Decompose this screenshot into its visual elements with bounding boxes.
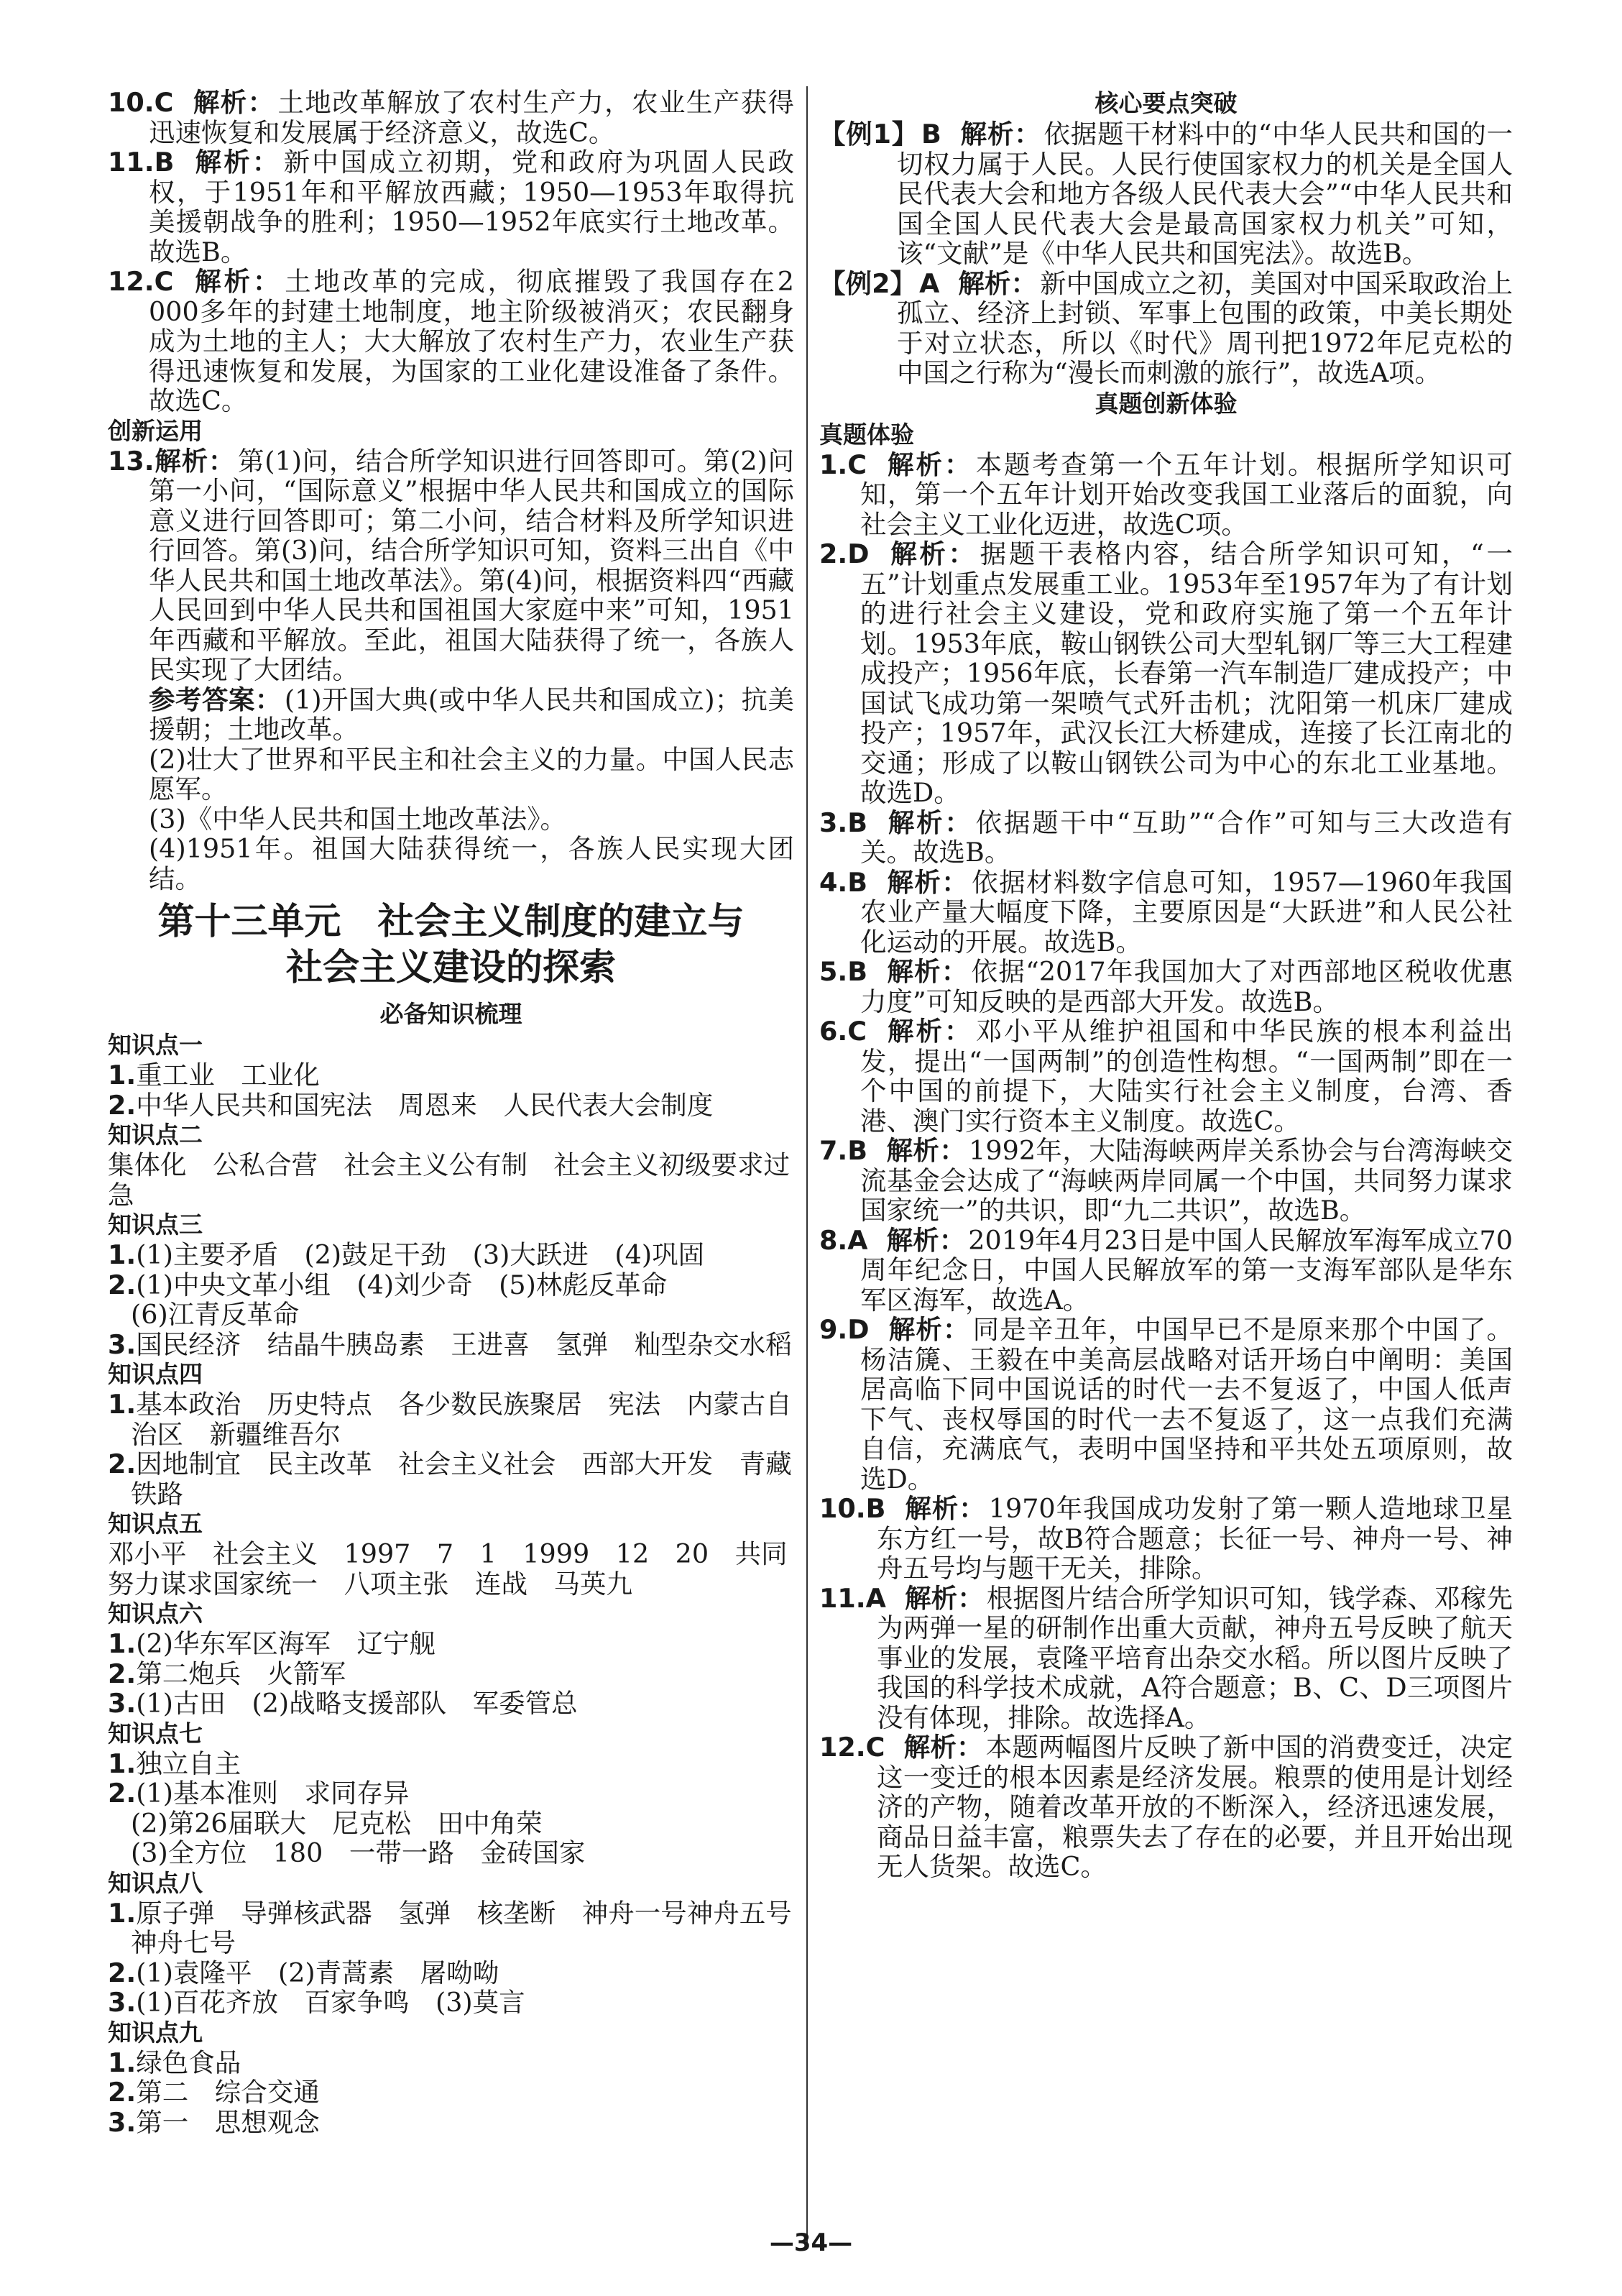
kp-line-number: 1. bbox=[108, 2047, 137, 2078]
exam-item bbox=[819, 539, 1513, 808]
analysis-label: 解析： bbox=[885, 1016, 973, 1047]
answer-letter: B bbox=[921, 119, 941, 150]
item-number: 11. bbox=[108, 147, 155, 178]
reference-text: (1)开国大典(或中华人民共和国成立)；抗美援朝；土地改革。 bbox=[149, 684, 795, 745]
exam-item bbox=[819, 957, 1513, 1016]
kp-line-number: 1. bbox=[108, 1239, 137, 1270]
analysis-label: 解析： bbox=[958, 267, 1038, 299]
answer-letter: C bbox=[865, 1732, 885, 1763]
unit-title-line-1: 第十三单元 社会主义制度的建立与 bbox=[157, 901, 745, 943]
kp-line-number: 1. bbox=[108, 1389, 137, 1420]
kp-line-text: (6)江青反革命 bbox=[131, 1299, 300, 1330]
answer-item-10 bbox=[108, 88, 794, 147]
item-number: 12. bbox=[819, 1732, 866, 1763]
exam-answer-list bbox=[819, 450, 1513, 1882]
kp-line-text: 中华人民共和国宪法 周恩来 人民代表大会制度 bbox=[136, 1089, 714, 1121]
kp-line-text: 因地制宜 民主改革 社会主义社会 西部大开发 青藏铁路 bbox=[131, 1448, 792, 1510]
analysis-text: 土地改革的完成，彻底摧毁了我国存在2 000多年的封建土地制度，地主阶级被消灭；农民翻身成为土地的主人；大大解放了农村生产力，农业生产获得迅速恢复和发展，为国家的工业化建设准备了条件。故选C。 bbox=[149, 266, 794, 416]
item-number: 2. bbox=[819, 538, 848, 569]
kp-line-number: 2. bbox=[108, 1448, 137, 1479]
kp-heading-4: 知识点四 bbox=[108, 1360, 203, 1388]
kp-line bbox=[108, 1270, 794, 1300]
left-column bbox=[108, 87, 819, 2138]
analysis-label: 解析： bbox=[192, 266, 282, 297]
kp-line-number: 1. bbox=[108, 1897, 137, 1929]
kp-line bbox=[108, 1778, 794, 1809]
kp-line bbox=[108, 1988, 794, 2018]
answer-letter: C bbox=[847, 449, 867, 480]
kp-line-text: 邓小平 社会主义 1997 7 1 1999 12 20 共同努力谋求国家统一 八项主张 连战 马英九 bbox=[108, 1538, 788, 1599]
answer-letter: C bbox=[154, 266, 174, 297]
analysis-label: 解析： bbox=[193, 147, 281, 178]
core-heading: 核心要点突破 bbox=[1095, 89, 1238, 117]
answer-letter: B bbox=[847, 807, 868, 838]
kp-line bbox=[108, 2108, 794, 2138]
item-number: 12. bbox=[108, 266, 155, 297]
kp-heading-9: 知识点九 bbox=[108, 2018, 203, 2047]
kp-line-text: 第二炮兵 火箭军 bbox=[136, 1658, 346, 1689]
answer-letter: A bbox=[919, 267, 940, 299]
answer-letter: D bbox=[847, 1314, 870, 1345]
kp-line-text: (2)第26届联大 尼克松 田中角荣 bbox=[131, 1807, 543, 1839]
reference-answer-4: (4)1951年。祖国大陆获得统一，各族人民实现大团结。 bbox=[149, 833, 794, 894]
analysis-text: 根据图片结合所学知识可知，钱学森、邓稼先为两弹一星的研制作出重大贡献，神舟五号反映了航天事业的发展，袁隆平培育出杂交水稻。所以图片反映了我国的科学技术成就，A符合题意；B、C、D三项图片没有体现，排除。故选择A。 bbox=[877, 1582, 1513, 1733]
item-number: 5. bbox=[819, 956, 848, 987]
answer-letter: A bbox=[865, 1582, 886, 1614]
unit-title bbox=[108, 899, 794, 991]
kp-line-text: 集体化 公私合营 社会主义公有制 社会主义初级要求过急 bbox=[108, 1149, 790, 1211]
exam-item bbox=[819, 1732, 1513, 1882]
item-number: 1. bbox=[819, 449, 848, 480]
kp-line-number: 1. bbox=[108, 1628, 137, 1659]
kp-line-text: 国民经济 结晶牛胰岛素 王进喜 氢弹 籼型杂交水稻 bbox=[136, 1328, 792, 1360]
kp-line bbox=[108, 1390, 794, 1449]
analysis-text: 本题考查第一个五年计划。根据所学知识可知，第一个五年计划开始改变我国工业落后的面貌，向社会主义工业化迈进，故选C项。 bbox=[860, 449, 1513, 540]
real-exam-heading: 真题创新体验 bbox=[1095, 389, 1238, 418]
exam-item bbox=[819, 1584, 1513, 1733]
kp-line-text: (3)全方位 180 一带一路 金砖国家 bbox=[131, 1837, 586, 1868]
reference-answer-1 bbox=[108, 685, 794, 745]
kp-heading-5: 知识点五 bbox=[108, 1510, 203, 1538]
item-number: 13. bbox=[108, 445, 155, 477]
kp-line-number: 3. bbox=[108, 1987, 137, 2018]
kp-line bbox=[108, 1958, 794, 1988]
kp-heading-2: 知识点二 bbox=[108, 1121, 203, 1149]
analysis-text: 邓小平从维护祖国和中华民族的根本利益出发，提出“一国两制”的创造性构想。“一国两制”即在一个中国的前提下，大陆实行社会主义制度，台湾、香港、澳门实行资本主义制度。故选C。 bbox=[860, 1016, 1513, 1136]
kp-line bbox=[108, 1659, 794, 1689]
example-label: 【例1】 bbox=[819, 119, 919, 150]
kp-line bbox=[108, 1330, 794, 1360]
analysis-text: 据题干表格内容，结合所学知识可知，“一五”计划重点发展重工业。1953年至1957年为了有计划的进行社会主义建设，党和政府实施了第一个五年计划。1953年底，鞍山钢铁公司大型轧钢厂等三大工程建成投产；1956年底，长春第一汽车制造厂建成投产；中国试飞成功第一架喷气式歼击机；沈阳第一机床厂建成投产；1957年，武汉长江大桥建成，连接了长江南北的交通；形成了以鞍山钢铁公司为中心的东北工业基地。故选D。 bbox=[860, 538, 1513, 808]
kp-line-number: 1. bbox=[108, 1748, 137, 1779]
analysis-label: 解析： bbox=[886, 956, 969, 987]
answer-letter: B bbox=[847, 956, 868, 987]
exam-item bbox=[819, 808, 1513, 868]
answer-letter: D bbox=[847, 538, 870, 569]
item-number: 11. bbox=[819, 1582, 866, 1614]
exam-item bbox=[819, 1494, 1513, 1584]
example-1 bbox=[819, 119, 1513, 269]
item-number: 9. bbox=[819, 1314, 848, 1345]
answer-letter: A bbox=[847, 1224, 868, 1256]
analysis-label: 解析： bbox=[904, 1582, 984, 1614]
kp-heading-3: 知识点三 bbox=[108, 1211, 203, 1239]
kp-line bbox=[108, 1449, 794, 1509]
kp-heading-6: 知识点六 bbox=[108, 1599, 203, 1627]
kp-line-number: 1. bbox=[108, 1060, 137, 1090]
analysis-text: 同是辛丑年，中国早已不是原来那个中国了。杨洁篪、王毅在中美高层战略对话开场白中阐明：美国居高临下同中国说话的时代一去不复返了，中国人低声下气、丧权辱国的时代一去不复返了，这一点我们充满自信，充满底气，表明中国坚持和平共处五项原则，故选D。 bbox=[860, 1314, 1513, 1494]
item-number: 4. bbox=[819, 866, 848, 898]
exam-item bbox=[819, 450, 1513, 540]
kp-line-text: (1)中央文革小组 (4)刘少奇 (5)林彪反革命 bbox=[136, 1269, 668, 1300]
analysis-text: 2019年4月23日是中国人民解放军海军成立70周年纪念日，中国人民解放军的第一支海军部队是华东军区海军，故选A。 bbox=[860, 1224, 1513, 1315]
kp-line-number: 2. bbox=[108, 1269, 137, 1300]
innovation-heading: 创新运用 bbox=[108, 416, 203, 445]
analysis-text: 1992年，大陆海峡两岸关系协会与台湾海峡交流基金会达成了“海峡两岸同属一个中国，共同努力谋求国家统一”的共识，即“九二共识”，故选B。 bbox=[860, 1135, 1513, 1226]
analysis-label: 解析： bbox=[154, 445, 236, 477]
analysis-label: 解析： bbox=[886, 1224, 966, 1256]
kp-line-text: 基本政治 历史特点 各少数民族聚居 宪法 内蒙古自治区 新疆维吾尔 bbox=[131, 1389, 792, 1450]
kp-line-number: 2. bbox=[108, 1957, 137, 1988]
kp-line bbox=[108, 1629, 794, 1659]
kp-line-text: 重工业 工业化 bbox=[136, 1060, 320, 1090]
kp-line-text: 第一 思想观念 bbox=[136, 2106, 320, 2138]
analysis-text: 本题两幅图片反映了新中国的消费变迁，决定这一变迁的根本因素是经济发展。粮票的使用是计划经济的产物，随着改革开放的不断深入，经济迅速发展，商品日益丰富，粮票失去了存在的必要，并且开始出现无人货架。故选C。 bbox=[877, 1732, 1513, 1882]
kp-line bbox=[108, 1689, 794, 1719]
kp-line-text: 绿色食品 bbox=[136, 2047, 241, 2078]
kp-line-number: 2. bbox=[108, 1089, 137, 1121]
item-number: 3. bbox=[819, 807, 848, 838]
exam-item bbox=[819, 1136, 1513, 1226]
reference-answer-3: (3)《中华人民共和国土地改革法》。 bbox=[149, 803, 566, 835]
answer-item-11 bbox=[108, 147, 794, 267]
kp-heading-8: 知识点八 bbox=[108, 1868, 203, 1897]
analysis-label: 解析： bbox=[903, 1732, 983, 1763]
kp-line-text: 原子弹 导弹核武器 氢弹 核垄断 神舟一号神舟五号 神舟七号 bbox=[131, 1897, 819, 1958]
analysis-text: 依据题干材料中的“中华人民共和国的一切权力属于人民。人民行使国家权力的机关是全国人民代表大会和地方各级人民代表大会”“中华人民共和国全国人民代表大会是最高国家权力机关”可知，该“文献”是《中华人民共和国宪法》。故选B。 bbox=[897, 119, 1513, 269]
item-number: 6. bbox=[819, 1016, 848, 1047]
page-number: —34— bbox=[769, 2228, 853, 2257]
analysis-label: 解析： bbox=[192, 87, 275, 118]
kp-line bbox=[108, 1060, 794, 1090]
answer-letter: B bbox=[847, 866, 868, 898]
analysis-label: 解析： bbox=[888, 1314, 970, 1345]
kp-line bbox=[108, 1749, 794, 1779]
kp-line-text: (1)古田 (2)战略支援部队 军委管总 bbox=[136, 1688, 578, 1719]
kp-line bbox=[108, 2048, 794, 2078]
analysis-label: 解析： bbox=[888, 538, 977, 569]
item-number: 10. bbox=[819, 1493, 866, 1524]
kp-line-text: (1)主要矛盾 (2)鼓足干劲 (3)大跃进 (4)巩固 bbox=[136, 1239, 705, 1270]
exam-item bbox=[819, 1016, 1513, 1136]
right-column bbox=[819, 88, 1513, 1882]
analysis-label: 解析： bbox=[886, 1135, 967, 1166]
kp-heading-1: 知识点一 bbox=[108, 1031, 203, 1059]
answer-item-13 bbox=[108, 446, 794, 685]
item-number: 10. bbox=[108, 87, 155, 118]
kp-line bbox=[108, 1897, 819, 1958]
kp-line-number: 2. bbox=[108, 1658, 137, 1689]
kp-line-text: 第二 综合交通 bbox=[136, 2077, 320, 2108]
kp-line-number: 3. bbox=[108, 2106, 137, 2138]
exam-item bbox=[819, 1315, 1513, 1494]
exam-item bbox=[819, 868, 1513, 958]
kp-line-number: 3. bbox=[108, 1688, 137, 1719]
answer-letter: B bbox=[865, 1493, 886, 1524]
analysis-text: 土地改革解放了农村生产力，农业生产获得迅速恢复和发展属于经济意义，故选C。 bbox=[149, 87, 795, 148]
answer-letter: C bbox=[847, 1016, 867, 1047]
analysis-label: 解析： bbox=[885, 449, 973, 480]
kp-line-text: (2)华东军区海军 辽宁舰 bbox=[136, 1628, 436, 1659]
kp-line-text: (1)基本准则 求同存异 bbox=[136, 1778, 410, 1809]
kp-line bbox=[108, 2077, 794, 2108]
real-exam-subheading: 真题体验 bbox=[819, 420, 914, 449]
example-label: 【例2】 bbox=[819, 267, 917, 299]
analysis-label: 解析： bbox=[904, 1493, 986, 1524]
analysis-label: 解析： bbox=[886, 866, 969, 898]
answer-letter: B bbox=[154, 147, 175, 178]
kp-line-text: (1)袁隆平 (2)青蒿素 屠呦呦 bbox=[136, 1957, 499, 1988]
item-number: 7. bbox=[819, 1135, 848, 1166]
unit-title-line-2: 社会主义建设的探索 bbox=[285, 947, 616, 989]
answer-letter: C bbox=[154, 87, 174, 118]
analysis-text: 第(1)问，结合所学知识进行回答即可。第(2)问第一小问，“国际意义”根据中华人民共和国成立的国际意义进行回答即可；第二小问，结合材料及所学知识进行回答。第(3)问，结合所学知识可知，资料三出自《中华人民共和国土地改革法》。第(4)问，根据资料四“西藏人民回到中华人民共和国祖国大家庭中来”可知，1951年西藏和平解放。至此，祖国大陆获得了统一，各族人民实现了大团结。 bbox=[149, 445, 795, 685]
section-heading: 必备知识梳理 bbox=[379, 1000, 522, 1028]
kp-line-text: (1)百花齐放 百家争鸣 (3)莫言 bbox=[136, 1987, 525, 2018]
analysis-text: 新中国成立初期，党和政府为巩固人民政权，于1951年和平解放西藏；1950—1953年取得抗美援朝战争的胜利；1950—1952年底实行土地改革。故选B。 bbox=[149, 147, 795, 267]
analysis-text: 1970年我国成功发射了第一颗人造地球卫星东方红一号，故B符合题意；长征一号、神舟一号、神舟五号均与题干无关，排除。 bbox=[877, 1493, 1513, 1584]
analysis-label: 解析： bbox=[886, 807, 973, 838]
example-2 bbox=[819, 269, 1513, 388]
kp-line bbox=[108, 1240, 794, 1270]
item-number: 8. bbox=[819, 1224, 848, 1256]
kp-line bbox=[108, 1090, 794, 1121]
kp-line-number: 3. bbox=[108, 1328, 137, 1360]
kp-line-text: 独立自主 bbox=[136, 1748, 241, 1779]
answer-item-12 bbox=[108, 267, 794, 416]
kp-heading-7: 知识点七 bbox=[108, 1719, 203, 1748]
answer-letter: B bbox=[847, 1135, 868, 1166]
analysis-label: 解析： bbox=[959, 119, 1041, 150]
kp-line-number: 2. bbox=[108, 1778, 137, 1809]
analysis-text: 新中国成立之初，美国对中国采取政治上孤立、经济上封锁、军事上包围的政策，中美长期处于对立状态，所以《时代》周刊把1972年尼克松的中国之行称为“漫长而刺激的旅行”，故选A项。 bbox=[897, 267, 1513, 388]
analysis-text: 依据“2017年我国加大了对西部地区税收优惠力度”可知反映的是西部大开发。故选B。 bbox=[860, 956, 1513, 1017]
exam-item bbox=[819, 1226, 1513, 1315]
reference-answer-2: (2)壮大了世界和平民主和社会主义的力量。中国人民志愿军。 bbox=[149, 743, 794, 804]
analysis-text: 依据题干中“互助”“合作”可知与三大改造有关。故选B。 bbox=[860, 807, 1513, 868]
reference-label: 参考答案： bbox=[149, 684, 282, 715]
kp-line-number: 2. bbox=[108, 2077, 137, 2108]
analysis-text: 依据材料数字信息可知，1957—1960年我国农业产量大幅度下降，主要原因是“大跃进”和人民公社化运动的开展。故选B。 bbox=[860, 866, 1513, 958]
